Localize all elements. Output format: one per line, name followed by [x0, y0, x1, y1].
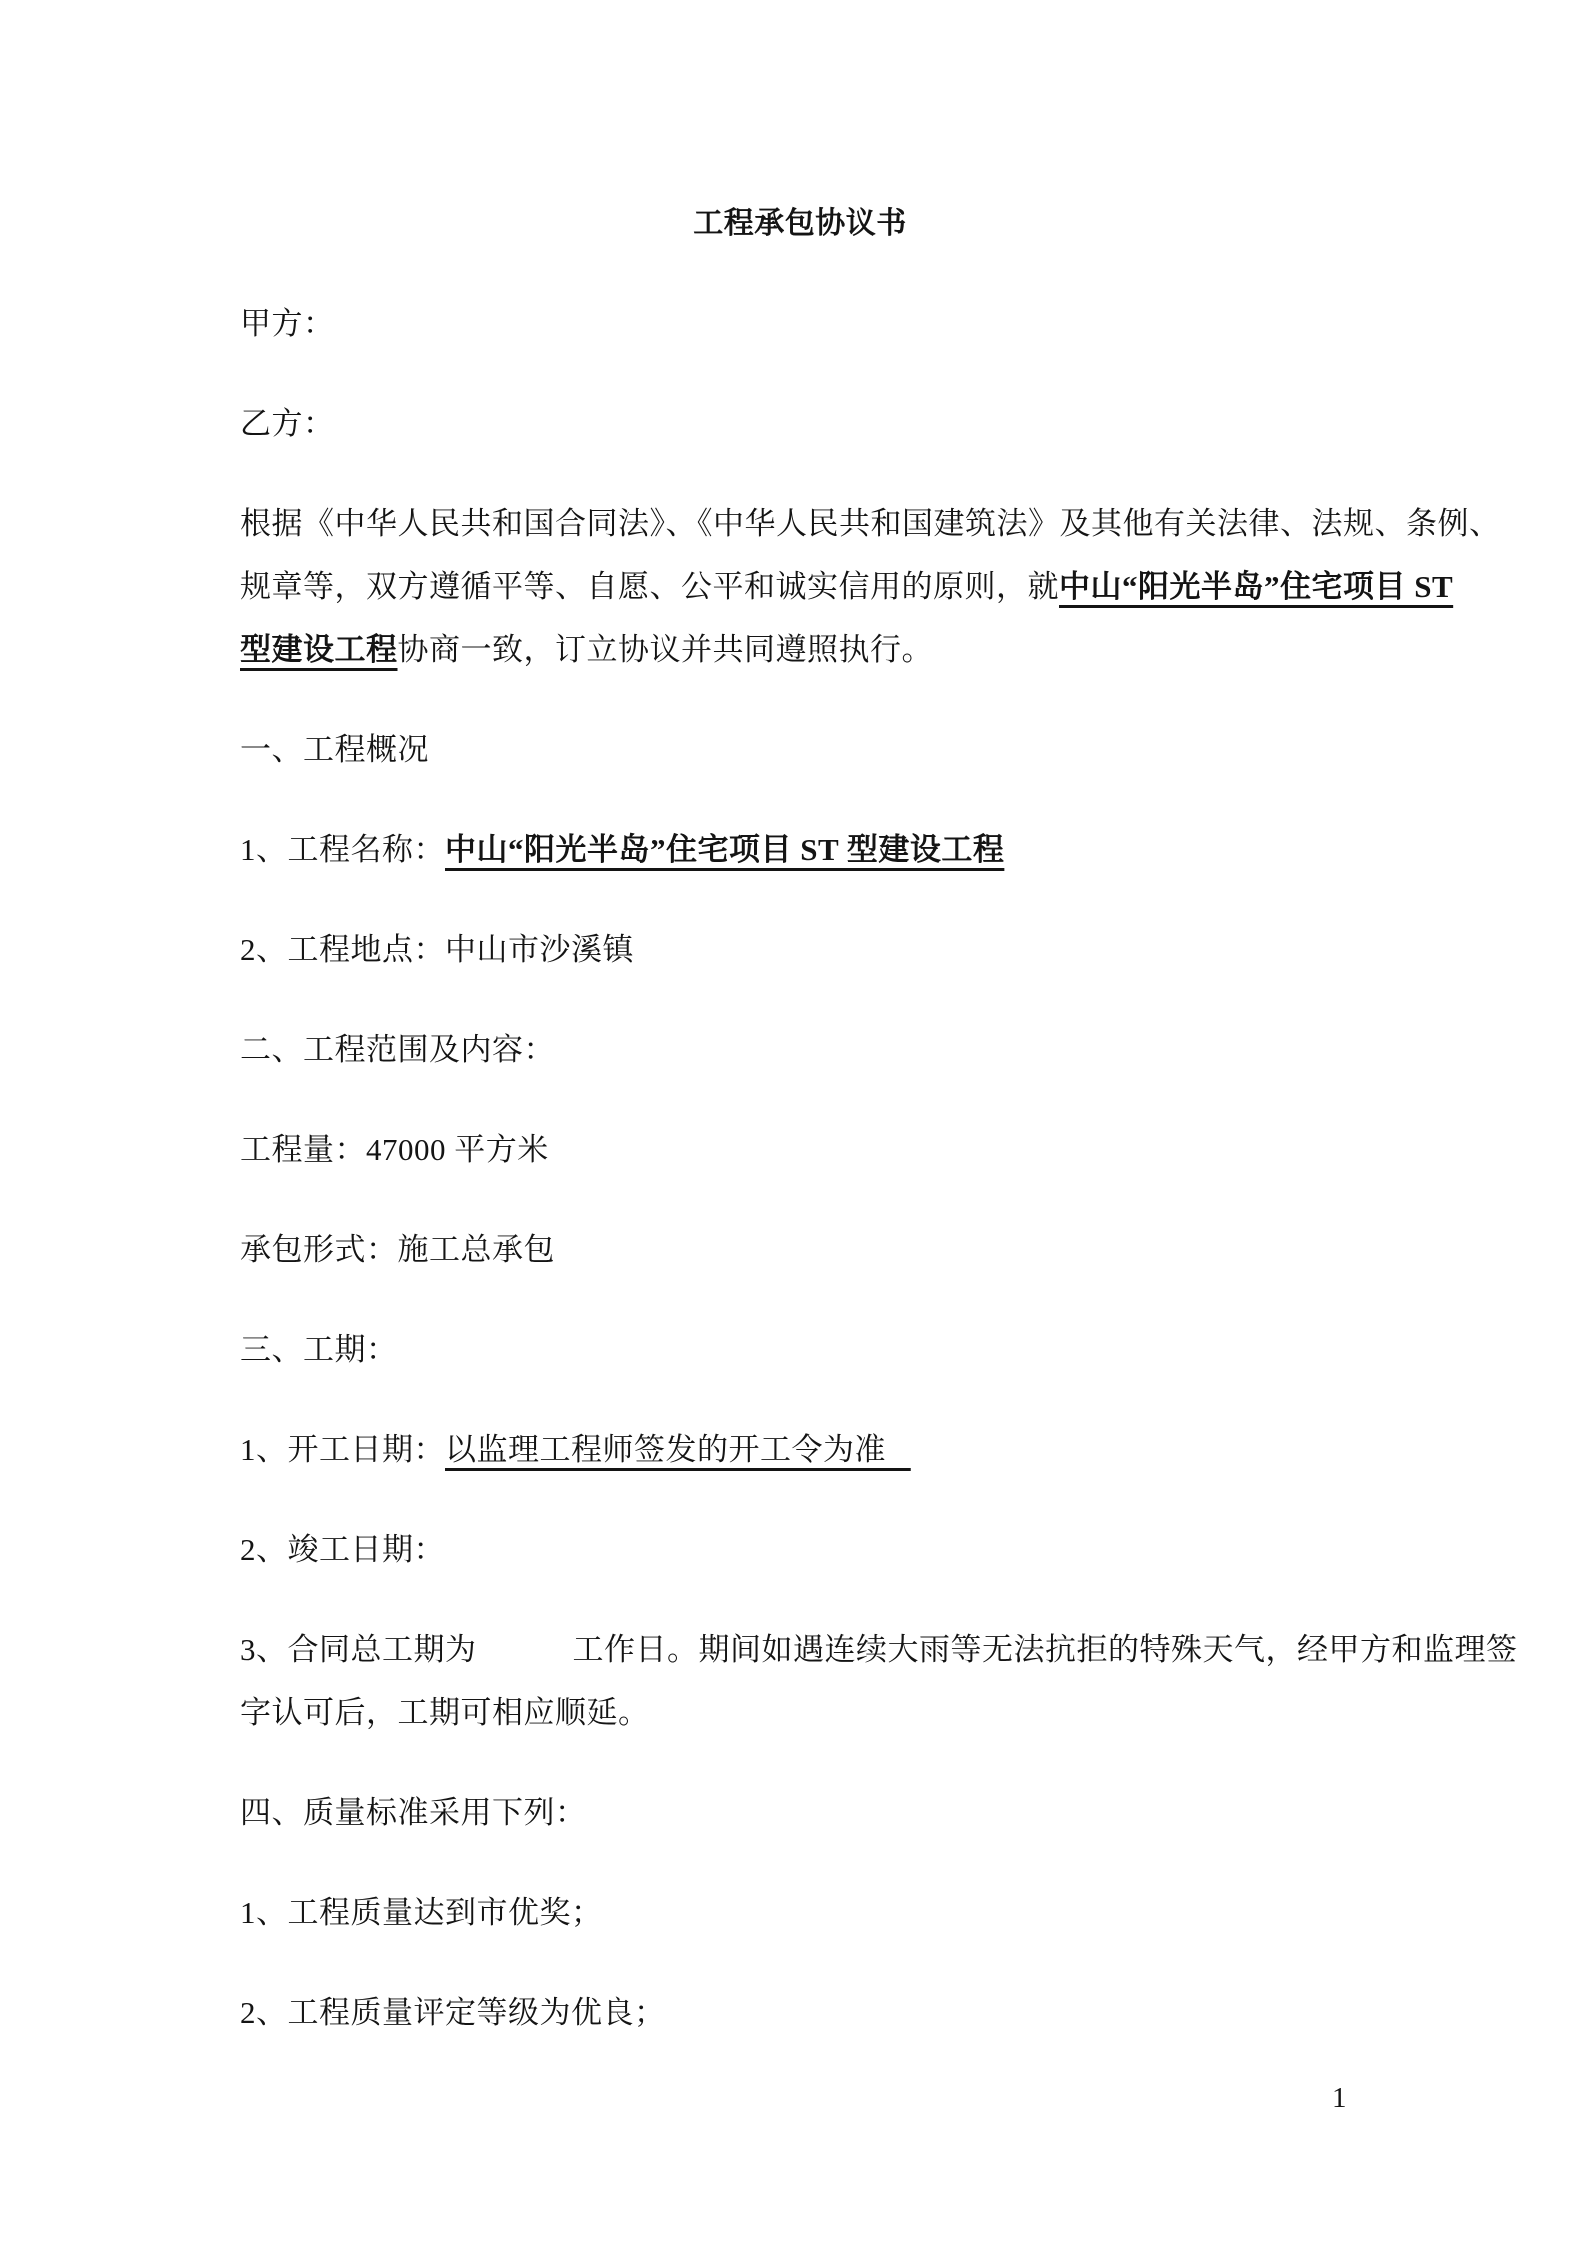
party-b-line: [240, 392, 1466, 455]
contract-document-body: [240, 192, 1518, 2044]
text-run: 1、工程名称：: [240, 832, 445, 867]
clause-4-1-quality-award: [240, 1881, 1466, 1944]
preamble-line-3: [240, 618, 1466, 681]
clause-3-3-duration-line-2: [240, 1681, 1466, 1744]
clause-2-contract-form: [240, 1218, 1466, 1281]
emphasized-text-run: 中山“阳光半岛”住宅项目 ST 型建设工程: [445, 832, 1005, 867]
clause-1-1-project-name: [240, 818, 1466, 881]
clause-4-2-quality-grade: [240, 1981, 1466, 2044]
section-1-heading: [240, 718, 1466, 781]
preamble-line-1: [240, 492, 1501, 555]
fill-in-blank: [477, 1659, 573, 1660]
clause-3-1-start-date: [240, 1418, 1466, 1481]
text-run: 规章等，双方遵循平等、自愿、公平和诚实信用的原则，就: [240, 569, 1059, 604]
text-run: 甲方：: [240, 306, 335, 341]
section-2-heading: [240, 1018, 1466, 1081]
text-run: 协商一致，订立协议并共同遵照执行。: [397, 632, 933, 667]
text-run: 工作日。期间如遇连续大雨等无法抗拒的特殊天气，经甲方和监理签: [572, 1632, 1518, 1667]
preamble-line-2: [240, 555, 1466, 618]
emphasized-text-run: 以监理工程师签发的开工令为准: [445, 1432, 911, 1467]
document-title: [240, 192, 1360, 255]
text-run: 工程量：47000 平方米: [240, 1132, 549, 1167]
clause-1-2-project-location: [240, 918, 1466, 981]
text-run: 根据《中华人民共和国合同法》、《中华人民共和国建筑法》及其他有关法律、法规、条例、: [240, 506, 1501, 541]
section-3-heading: [240, 1318, 1466, 1381]
emphasized-text-run: 工程承包协议书: [693, 207, 907, 240]
emphasized-text-run: 中山“阳光半岛”住宅项目 ST: [1059, 569, 1454, 604]
text-run: 2、工程质量评定等级为优良；: [240, 1995, 666, 2030]
text-run: 二、工程范围及内容：: [240, 1032, 555, 1067]
party-a-line: [240, 292, 1466, 355]
text-run: 3、合同总工期为: [240, 1632, 477, 1667]
clause-3-3-duration-line-1: [240, 1618, 1518, 1681]
text-run: 乙方：: [240, 406, 335, 441]
text-run: 三、工期：: [240, 1332, 398, 1367]
text-run: 2、工程地点：中山市沙溪镇: [240, 932, 634, 967]
text-run: 四、质量标准采用下列：: [240, 1795, 587, 1830]
section-4-heading: [240, 1781, 1466, 1844]
page-number: 1: [1332, 2082, 1347, 2114]
clause-3-2-completion-date: [240, 1518, 1466, 1581]
text-run: 1、开工日期：: [240, 1432, 445, 1467]
text-run: 字认可后，工期可相应顺延。: [240, 1695, 650, 1730]
clause-2-quantity: [240, 1118, 1466, 1181]
emphasized-text-run: 型建设工程: [240, 632, 398, 667]
text-run: 一、工程概况: [240, 732, 429, 767]
text-run: 2、竣工日期：: [240, 1532, 445, 1567]
text-run: 1、工程质量达到市优奖；: [240, 1895, 603, 1930]
text-run: 承包形式：施工总承包: [240, 1232, 555, 1267]
